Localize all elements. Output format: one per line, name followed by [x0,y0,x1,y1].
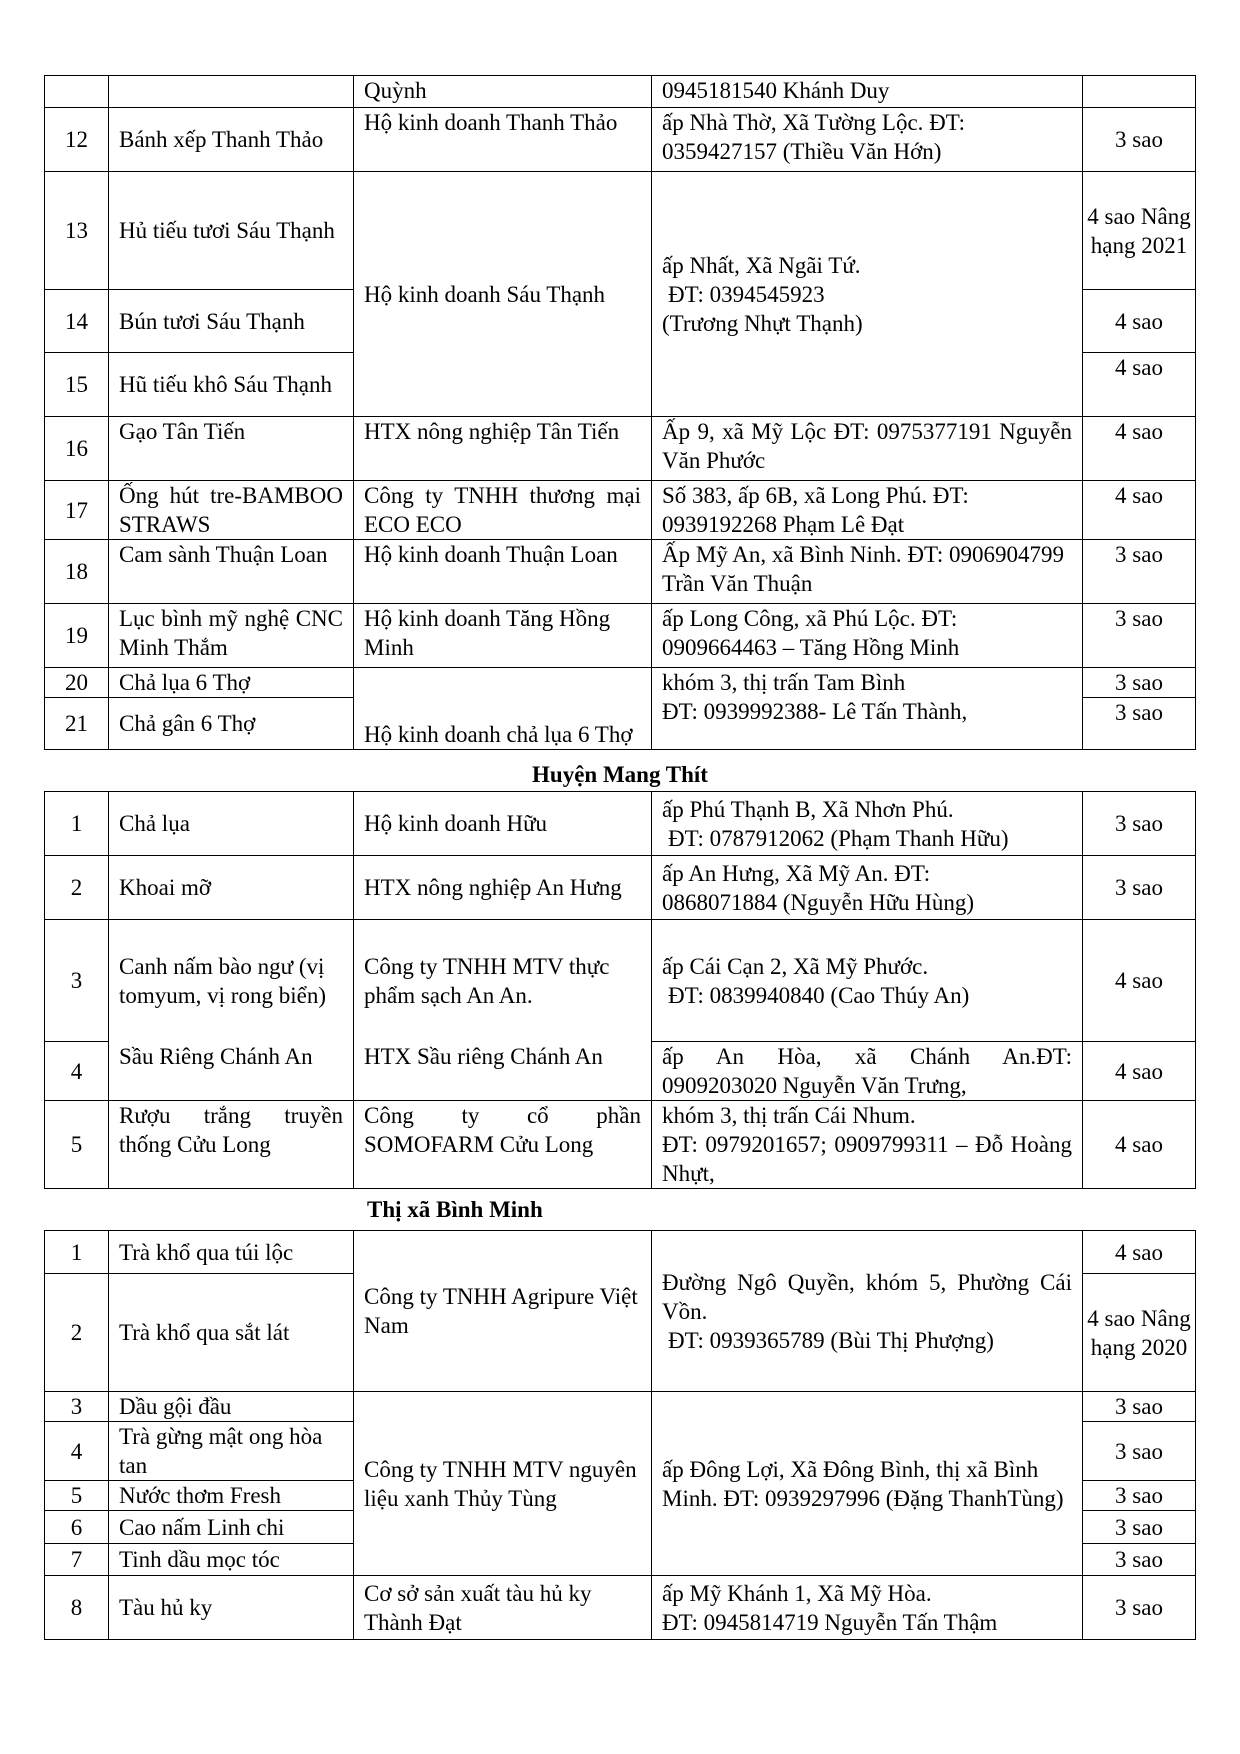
address-cell: Ấp 9, xã Mỹ Lộc ĐT: 0975377191 Nguyễn Văn Phước [652,417,1083,481]
product-cell: Trà gừng mật ong hòa tan [109,1422,354,1481]
table-row [45,604,1196,668]
owner-cell: Hộ kinh doanh Tăng Hồng Minh [354,604,652,668]
product-cell: Nước thơm Fresh [109,1481,354,1511]
rank-cell: 3 sao [1083,698,1196,750]
product-cell: Chả lụa 6 Thợ [109,668,354,698]
rank-cell: 4 sao [1083,1042,1196,1101]
stt-cell: 20 [45,668,109,698]
table-row [45,172,1196,290]
owner-cell: HTX nông nghiệp Tân Tiến [354,417,652,481]
product-cell: Bánh xếp Thanh Thảo [109,108,354,172]
address-line: ĐT: 0394545923 [668,281,825,307]
stt-cell: 16 [45,417,109,481]
owner-cell: Hộ kinh doanh Thanh Thảo [354,108,652,172]
address-line: ĐT: 0787912062 (Phạm Thanh Hữu) [668,825,1009,851]
stt-cell: 2 [45,1274,109,1392]
owner-cell: Công ty TNHH MTV nguyên liệu xanh Thủy Tùng [354,1392,652,1576]
table-row [45,108,1196,172]
stt-cell: 3 [45,920,109,1042]
product-cell: Hũ tiếu khô Sáu Thạnh [109,353,354,417]
rank-cell: 3 sao [1083,1511,1196,1544]
address-line: ấp Nhất, Xã Ngãi Tứ. [662,252,861,278]
table-row [45,1576,1196,1640]
product-cell: Khoai mỡ [109,856,354,920]
product-cell: Cam sành Thuận Loan [109,540,354,604]
address-cell: Số 383, ấp 6B, xã Long Phú. ĐT: 0939192268 Phạm Lê Đạt [652,481,1083,540]
address-line: khóm 3, thị trấn Cái Nhum. [662,1103,916,1128]
stt-cell: 18 [45,540,109,604]
address-cell: ấp Nhà Thờ, Xã Tường Lộc. ĐT: 0359427157 (Thiều Văn Hớn) [652,108,1083,172]
table-row [45,1231,1196,1274]
rank-cell: 3 sao [1083,792,1196,856]
product-cell: Rượu trắng truyền thống Cửu Long [109,1101,354,1189]
table-row [45,540,1196,604]
address-cell [652,1231,1083,1392]
stt-cell: 5 [45,1481,109,1511]
rank-cell: 4 sao Nâng hạng 2021 [1083,172,1196,290]
address-line: ĐT: 0979201657; 0909799311 – Đỗ Hoàng Nhựt, [662,1132,1072,1186]
address-line: ấp Mỹ Khánh 1, Xã Mỹ Hòa. [662,1580,932,1606]
stt-cell [45,76,109,108]
stt-cell: 8 [45,1576,109,1640]
rank-cell: 3 sao [1083,1576,1196,1640]
product-cell: Canh nấm bào ngư (vị tomyum, vị rong biển) [109,920,354,1042]
owner-cell: HTX nông nghiệp An Hưng [354,856,652,920]
product-cell: Ống hút tre-BAMBOO STRAWS [109,481,354,540]
section-heading: Huyện Mang Thít [532,762,708,787]
rank-cell: 3 sao [1083,108,1196,172]
product-table-continued [44,75,1196,750]
product-cell: Dầu gội đầu [109,1392,354,1422]
address-cell [652,1042,1083,1101]
product-cell: Trà khổ qua túi lộc [109,1231,354,1274]
owner-cell: Hộ kinh doanh Thuận Loan [354,540,652,604]
stt-cell: 5 [45,1101,109,1189]
address-line: ấp Cái Cạn 2, Xã Mỹ Phước. [662,953,929,979]
stt-cell: 6 [45,1511,109,1544]
rank-cell: 4 sao Nâng hạng 2020 [1083,1274,1196,1392]
stt-cell: 2 [45,856,109,920]
rank-cell: 4 sao [1083,920,1196,1042]
stt-cell: 15 [45,353,109,417]
table-row [45,417,1196,481]
product-cell: Cao nấm Linh chi [109,1511,354,1544]
owner-cell: Công ty TNHH thương mại ECO ECO [354,481,652,540]
address-line: ấp Phú Thạnh B, Xã Nhơn Phú. [662,796,954,822]
product-cell: Chả lụa [109,792,354,856]
stt-cell: 1 [45,1231,109,1274]
address-line: Đường Ngô Quyền, khóm 5, Phường Cái Vồn. [662,1269,1072,1324]
rank-cell [1083,76,1196,108]
stt-cell: 7 [45,1544,109,1576]
owner-cell: Hộ kinh doanh Sáu Thạnh [354,172,652,417]
rank-cell: 3 sao [1083,1422,1196,1481]
address-line: ĐT: 0945814719 Nguyễn Tấn Thậm [662,1609,998,1635]
owner-cell: Công ty cổ phần SOMOFARM Cửu Long [354,1101,652,1189]
table-row [45,1042,1196,1101]
address-line: 0909203020 Nguyễn Văn Trưng, [662,1073,967,1098]
product-cell: Chả gân 6 Thợ [109,698,354,750]
section-heading: Thị xã Bình Minh [367,1197,543,1222]
rank-cell: 4 sao [1083,290,1196,353]
table-row [45,76,1196,108]
rank-cell: 3 sao [1083,1544,1196,1576]
rank-cell: 4 sao [1083,1101,1196,1189]
address-line: khóm 3, thị trấn Tam Bình [662,670,906,695]
product-cell: Lục bình mỹ nghệ CNC Minh Thắm [109,604,354,668]
rank-cell: 3 sao [1083,540,1196,604]
rank-cell: 4 sao [1083,417,1196,481]
rank-cell: 3 sao [1083,856,1196,920]
address-line: ĐT: 0939992388- Lê Tấn Thành, [662,699,968,724]
address-line: ĐT: 0839940840 (Cao Thúy An) [668,982,970,1008]
stt-cell: 19 [45,604,109,668]
address-cell [652,1101,1083,1189]
address-cell [652,920,1083,1042]
address-line: ấp An Hòa, xã Chánh An.ĐT: [662,1044,1072,1069]
address-line: ấp An Hưng, Xã Mỹ An. ĐT: [662,860,931,886]
owner-cell: Công ty TNHH MTV thực phẩm sạch An An. [354,920,652,1042]
address-cell [652,856,1083,920]
address-cell: ấp Long Công, xã Phú Lộc. ĐT: 0909664463 – Tăng Hồng Minh [652,604,1083,668]
table-row [45,1392,1196,1422]
table-row [45,481,1196,540]
stt-cell: 12 [45,108,109,172]
address-cell [652,792,1083,856]
stt-cell: 14 [45,290,109,353]
product-cell: Trà khổ qua sắt lát [109,1274,354,1392]
owner-cell: Hộ kinh doanh chả lụa 6 Thợ [354,668,652,750]
address-cell: Ấp Mỹ An, xã Bình Ninh. ĐT: 0906904799 Trần Văn Thuận [652,540,1083,604]
stt-cell: 4 [45,1422,109,1481]
owner-cell: Quỳnh [354,76,652,108]
rank-cell: 3 sao [1083,668,1196,698]
product-cell [109,76,354,108]
product-cell: Tinh dầu mọc tóc [109,1544,354,1576]
owner-cell: Cơ sở sản xuất tàu hủ ky Thành Đạt [354,1576,652,1640]
address-cell: 0945181540 Khánh Duy [652,76,1083,108]
address-cell [652,1576,1083,1640]
rank-cell: 3 sao [1083,1481,1196,1511]
product-cell: Hủ tiếu tươi Sáu Thạnh [109,172,354,290]
product-table-mang-thit [44,791,1196,1189]
product-cell: Gạo Tân Tiến [109,417,354,481]
stt-cell: 4 [45,1042,109,1101]
owner-cell: HTX Sầu riêng Chánh An [354,1042,652,1101]
table-row [45,920,1196,1042]
table-row [45,1101,1196,1189]
stt-cell: 13 [45,172,109,290]
rank-cell: 3 sao [1083,604,1196,668]
owner-cell: Hộ kinh doanh Hữu [354,792,652,856]
address-line: (Trương Nhựt Thạnh) [662,310,863,336]
stt-cell: 1 [45,792,109,856]
owner-cell: Công ty TNHH Agripure Việt Nam [354,1231,652,1392]
table-row [45,856,1196,920]
product-cell: Bún tươi Sáu Thạnh [109,290,354,353]
rank-cell: 3 sao [1083,1392,1196,1422]
table-row [45,668,1196,698]
stt-cell: 21 [45,698,109,750]
address-cell: ấp Đông Lợi, Xã Đông Bình, thị xã Bình Minh. ĐT: 0939297996 (Đặng ThanhTùng) [652,1392,1083,1576]
product-cell: Sầu Riêng Chánh An [109,1042,354,1101]
address-line: 0868071884 (Nguyễn Hữu Hùng) [662,889,975,915]
stt-cell: 3 [45,1392,109,1422]
rank-cell: 4 sao [1083,353,1196,417]
stt-cell: 17 [45,481,109,540]
address-line: ĐT: 0939365789 (Bùi Thị Phượng) [668,1327,994,1353]
address-cell [652,172,1083,417]
rank-cell: 4 sao [1083,481,1196,540]
table-row [45,792,1196,856]
product-cell: Tàu hủ ky [109,1576,354,1640]
rank-cell: 4 sao [1083,1231,1196,1274]
address-cell [652,668,1083,750]
product-table-binh-minh [44,1230,1196,1640]
